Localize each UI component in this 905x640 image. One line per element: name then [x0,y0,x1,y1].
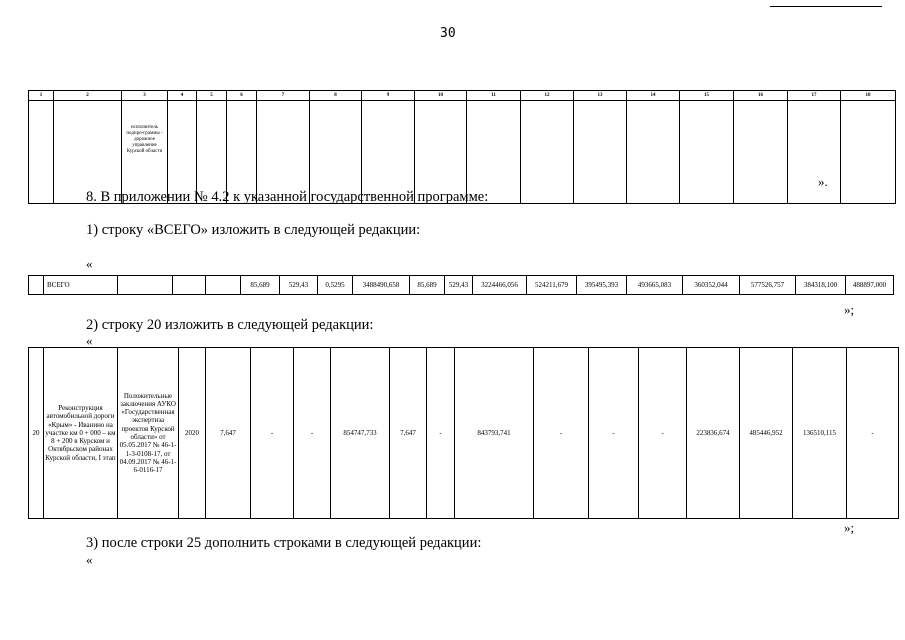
paragraph-8-3: 3) после строки 25 дополнить строками в следующей редакции: [86,535,482,551]
table-cell: - [589,348,639,519]
column-number: 14 [627,91,680,101]
table-cell [173,276,206,295]
paragraph-8: 8. В приложении № 4.2 к указанной государственной программе: [86,189,489,205]
object-name: Реконструкция автомобильной дороги «Крым» - Иванино на участке км 0 + 000 – км 8 + 200 в Курском и Октябрьском районах Курской области, I этап [44,348,118,519]
closing-quote: »; [844,520,855,535]
table-continuation [28,90,896,204]
column-number: 13 [574,91,627,101]
closing-quote: ». [818,174,828,189]
table-cell: - [534,348,589,519]
table-cell: 223836,674 [687,348,740,519]
table-cell: 3488490,658 [353,276,410,295]
table-cell: 384318,100 [796,276,846,295]
opening-quote: « [86,552,93,567]
column-number: 12 [521,91,574,101]
table-header-row [29,91,896,101]
table-cell: 485446,952 [740,348,793,519]
table-cell: 85,689 [241,276,280,295]
table-row-20 [28,347,899,519]
table-cell: 488897,000 [846,276,894,295]
table-cell: - [251,348,294,519]
table-cell: 843793,741 [455,348,534,519]
document-cell: Положительные заключения АУКО «Государственная экспертиза проектов Курской области» от 05.05.2017 № 46-1-1-3-0108-17, от 04.09.2017 № 46-1-6-0116-17 [118,348,179,519]
table-cell: 136510,115 [793,348,847,519]
opening-quote: « [86,256,93,271]
column-number: 1 [29,91,54,101]
table-total-row [28,275,894,295]
column-number: 7 [257,91,310,101]
table-cell: - [847,348,899,519]
table-cell: 85,689 [410,276,445,295]
row-number: 20 [29,348,44,519]
executor-cell: исполнитель подпро-граммы - дорожное управление Курской области [122,101,168,204]
table-cell: - [639,348,687,519]
table-cell: 2020 [179,348,206,519]
table-row [29,276,894,295]
table-cell: 524211,679 [527,276,577,295]
column-number: 4 [168,91,197,101]
table-cell: 529,43 [280,276,318,295]
column-number: 2 [54,91,122,101]
column-number: 11 [467,91,521,101]
table-cell: 7,647 [206,348,251,519]
column-number: 9 [362,91,415,101]
column-number: 15 [680,91,734,101]
column-number: 3 [122,91,168,101]
table-cell: - [427,348,455,519]
paragraph-8-1: 1) строку «ВСЕГО» изложить в следующей редакции: [86,222,421,238]
paragraph-8-2: 2) строку 20 изложить в следующей редакции: [86,317,374,333]
opening-quote: « [86,333,93,348]
closing-quote: »; [844,302,855,317]
table-cell: 7,647 [390,348,427,519]
table-cell: 0,5295 [318,276,353,295]
table-cell: 529,43 [445,276,473,295]
column-number: 17 [788,91,841,101]
column-number: 10 [415,91,467,101]
table-cell: 395495,393 [577,276,627,295]
column-number: 16 [734,91,788,101]
table-row [29,348,899,519]
total-label: ВСЕГО [44,276,118,295]
table-cell: 3224466,056 [473,276,527,295]
table-cell: 360352,044 [683,276,740,295]
column-number: 6 [227,91,257,101]
table-cell: - [294,348,331,519]
table-cell: 577526,757 [740,276,796,295]
table-cell [118,276,173,295]
column-number: 5 [197,91,227,101]
page-number: 30 [440,26,456,41]
column-number: 18 [841,91,896,101]
table-cell: 854747,733 [331,348,390,519]
table-cell: 493665,083 [627,276,683,295]
header-rule [770,6,882,7]
table-cell [206,276,241,295]
column-number: 8 [310,91,362,101]
